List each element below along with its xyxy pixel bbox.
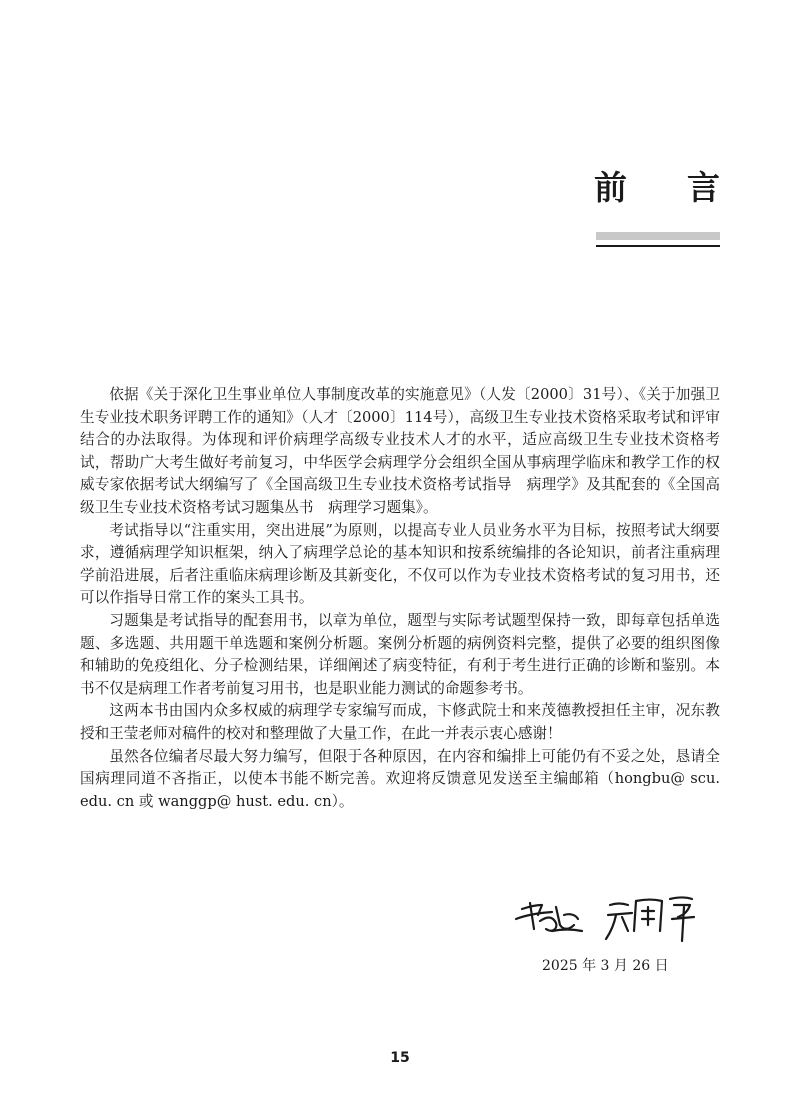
title-rule-thick — [596, 232, 720, 240]
title-rule-thin — [596, 245, 720, 247]
title-char-2: 言 — [687, 168, 720, 207]
paragraph: 虽然各位编者尽最大努力编写，但限于各种原因，在内容和编排上可能仍有不妥之处，恳请全国病理同道不吝指正，以使本书能不断完善。欢迎将反馈意见发送至主编邮箱（hongbu@ scu. edu. cn 或 wanggp@ hust. edu. cn）。 — [80, 747, 720, 810]
paragraph: 这两本书由国内众多权威的病理学专家编写而成，卞修武院士和来茂德教授担任主审，况东教授和王莹老师对稿件的校对和整理做了大量工作，在此一并表示衷心感谢！ — [80, 702, 720, 742]
preface-body — [80, 384, 720, 813]
handwritten-signature — [512, 885, 722, 945]
page-title — [594, 168, 720, 208]
paragraph: 依据《关于深化卫生事业单位人事制度改革的实施意见》（人发〔2000〕31号）、《关于加强卫生专业技术职务评聘工作的通知》（人才〔2000〕114号），高级卫生专业技术资格采取考试和评审结合的办法取得。为体现和评价病理学高级专业技术人才的水平，适应高级卫生专业技术资格考试，帮助广大考生做好考前复习，中华医学会病理学分会组织全国从事病理学临床和教学工作的权威专家依据考试大纲编写了《全国高级卫生专业技术资格考试指导 病理学》及其配套的《全国高级卫生专业技术资格考试习题集丛书 病理学习题集》。 — [80, 386, 720, 516]
paragraph: 习题集是考试指导的配套用书，以章为单位，题型与实际考试题型保持一致，即每章包括单选题、多选题、共用题干单选题和案例分析题。案例分析题的病例资料完整，提供了必要的组织图像和辅助的免疫组化、分子检测结果，详细阐述了病变特征，有利于考生进行正确的诊断和鉴别。本书不仅是病理工作者考前复习用书，也是职业能力测试的命题参考书。 — [80, 611, 720, 697]
title-char-1: 前 — [594, 168, 627, 207]
page-number: 15 — [390, 1050, 410, 1066]
paragraph: 考试指导以“注重实用，突出进展”为原则，以提高专业人员业务水平为目标，按照考试大纲要求，遵循病理学知识框架，纳入了病理学总论的基本知识和按系统编排的各论知识，前者注重病理学前沿进展，后者注重临床病理诊断及其新变化，不仅可以作为专业技术资格考试的复习用书，还可以作指导日常工作的案头工具书。 — [80, 521, 720, 607]
preface-date: 2025 年 3 月 26 日 — [542, 958, 669, 974]
